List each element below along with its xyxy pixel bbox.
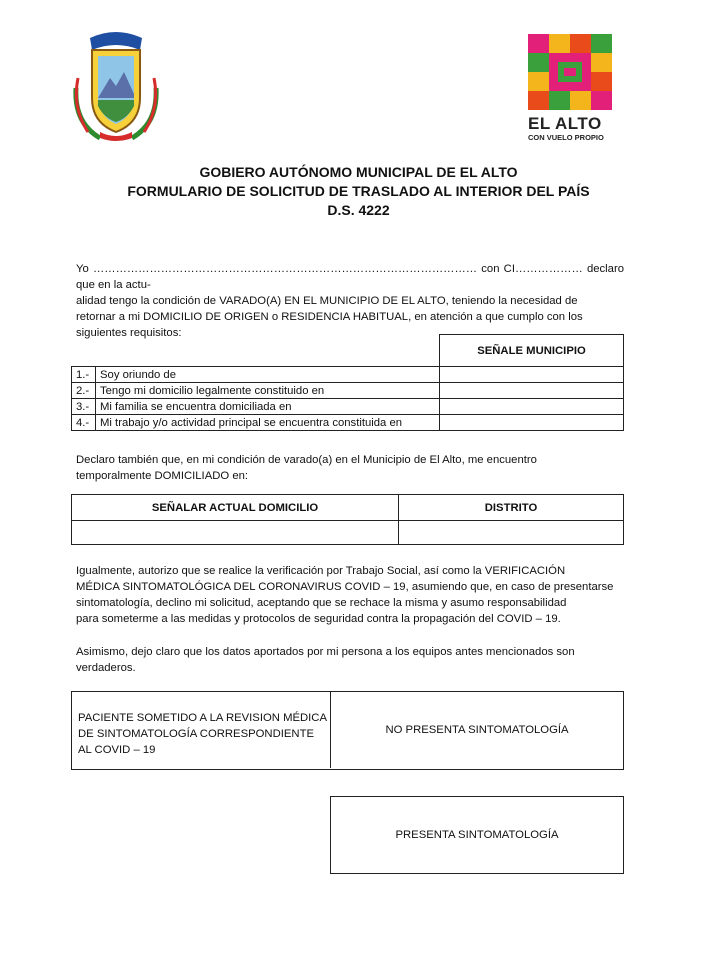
- requirement-text: Soy oriundo de: [96, 367, 440, 383]
- requirement-number: 3.-: [72, 399, 96, 415]
- document-header: [0, 163, 717, 220]
- clarification-paragraph: [76, 644, 624, 676]
- intro-line-2: alidad tengo la condición de VARADO(A) EN EL MUNICIPIO DE EL ALTO, teniendo la necesidad de: [76, 295, 578, 307]
- municipality-cell[interactable]: [440, 367, 624, 383]
- district-header: DISTRITO: [399, 495, 624, 521]
- authorization-line-2: MÉDICA SINTOMATOLÓGICA DEL CORONAVIRUS COVID – 19, asumiendo que, en caso de presentarse: [76, 581, 614, 593]
- brand-name: EL ALTO: [528, 114, 602, 133]
- current-address-header: SEÑALAR ACTUAL DOMICILIO: [72, 495, 399, 521]
- medical-label-line-3: AL COVID – 19: [78, 744, 156, 756]
- current-address-field[interactable]: [72, 521, 399, 545]
- intro-line-1: Yo ………………………………………………………………………………………… con CI……………… declaro que en la actu-: [76, 263, 624, 291]
- municipality-cell[interactable]: [440, 399, 624, 415]
- requirement-number: 2.-: [72, 383, 96, 399]
- declaration-line-2: temporalmente DOMICILIADO en:: [76, 470, 249, 482]
- intro-line-4: siguientes requisitos:: [76, 327, 182, 339]
- authorization-line-1: Igualmente, autorizo que se realice la verificación por Trabajo Social, así como la VERIFICACIÓN: [76, 565, 566, 577]
- municipal-seal-logo: [70, 28, 162, 144]
- medical-review-label: [72, 692, 331, 768]
- symptoms-option[interactable]: PRESENTA SINTOMATOLOGÍA: [330, 796, 624, 874]
- brand-tagline: CON VUELO PROPIO: [528, 133, 604, 142]
- address-table: [71, 494, 624, 545]
- intro-paragraph: [76, 261, 624, 341]
- requirements-table: [71, 334, 624, 431]
- requirement-text: Mi familia se encuentra domiciliada en: [96, 399, 440, 415]
- clarification-line-1: Asimismo, dejo claro que los datos aportados por mi persona a los equipos antes mencionados son: [76, 646, 575, 658]
- requirement-text: Mi trabajo y/o actividad principal se encuentra constituida en: [96, 415, 440, 431]
- authorization-paragraph: [76, 563, 624, 627]
- clarification-line-2: verdaderos.: [76, 662, 136, 674]
- medical-review-box: [71, 691, 624, 770]
- declaration-paragraph: [76, 452, 624, 484]
- header-line-3: D.S. 4222: [327, 202, 390, 218]
- header-line-1: GOBIERO AUTÓNOMO MUNICIPAL DE EL ALTO: [199, 164, 518, 180]
- intro-line-3: retornar a mi DOMICILIO DE ORIGEN o RESIDENCIA HABITUAL, en atención a que cumplo con los: [76, 311, 583, 323]
- municipality-cell[interactable]: [440, 415, 624, 431]
- header-line-2: FORMULARIO DE SOLICITUD DE TRASLADO AL INTERIOR DEL PAÍS: [127, 183, 590, 199]
- municipality-column-header: SEÑALE MUNICIPIO: [440, 335, 624, 367]
- requirement-text: Tengo mi domicilio legalmente constituido en: [96, 383, 440, 399]
- municipality-cell[interactable]: [440, 383, 624, 399]
- medical-label-line-2: DE SINTOMATOLOGÍA CORRESPONDIENTE: [78, 728, 315, 740]
- el-alto-brand-logo: [528, 34, 612, 144]
- district-field[interactable]: [399, 521, 624, 545]
- medical-label-line-1: PACIENTE SOMETIDO A LA REVISION MÉDICA: [78, 712, 328, 724]
- requirement-number: 1.-: [72, 367, 96, 383]
- requirement-number: 4.-: [72, 415, 96, 431]
- authorization-line-4: para someterme a las medidas y protocolos de seguridad contra la propagación del COVID – 19.: [76, 613, 561, 625]
- declaration-line-1: Declaro también que, en mi condición de varado(a) en el Municipio de El Alto, me encuentro: [76, 454, 537, 466]
- no-symptoms-option[interactable]: NO PRESENTA SINTOMATOLOGÍA: [385, 724, 569, 736]
- authorization-line-3: sintomatología, declino mi solicitud, aceptando que se rechace la misma y asumo responsabilidad: [76, 597, 567, 609]
